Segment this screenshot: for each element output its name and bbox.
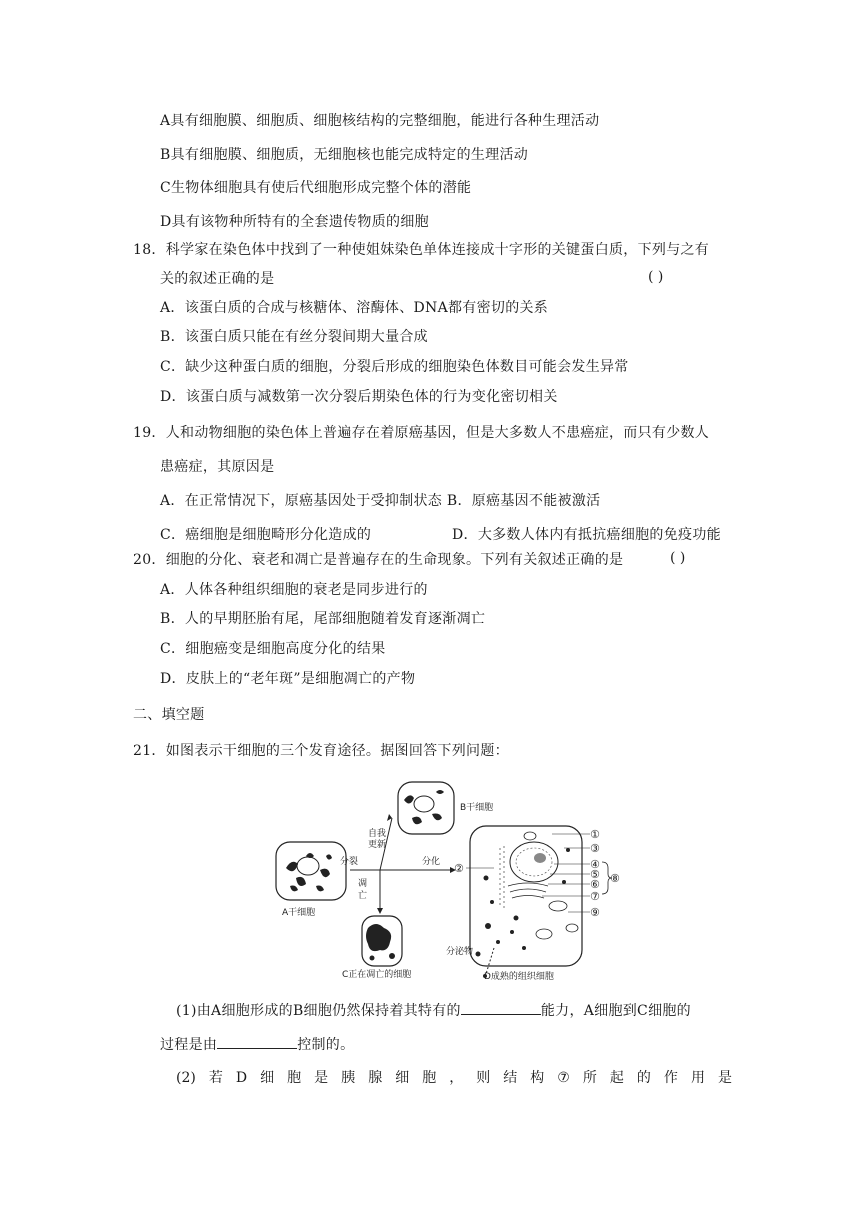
q18-option-d: D．该蛋白质与减数第一次分裂后期染色体的行为变化密切相关 — [160, 389, 558, 405]
q21-sub2-token: D — [235, 1070, 248, 1086]
q21-sub1-text-a: (1)由A细胞形成的B细胞仍然保持着其特有的 — [176, 1003, 461, 1019]
q19-options-ab: A．在正常情况下，原癌基因处于受抑制状态 B．原癌基因不能被激活 — [160, 493, 601, 509]
q19-stem-line2: 患癌症，其原因是 — [160, 459, 275, 475]
q20-stem: 20．细胞的分化、衰老和凋亡是普遍存在的生命现象。下列有关叙述正确的是 — [133, 552, 624, 568]
marker-3: ③ — [590, 842, 600, 855]
q21-sub1-text-c: 过程是由 — [160, 1037, 218, 1053]
marker-2: ② — [454, 862, 464, 875]
label-differentiate: 分化 — [422, 857, 441, 867]
cell-c — [362, 916, 402, 966]
marker-5: ⑤ — [590, 868, 600, 881]
stem-cell-diagram — [272, 778, 622, 988]
marker-9: ⑨ — [590, 906, 600, 919]
cell-a — [276, 842, 346, 900]
label-apoptosis-2: 亡 — [358, 891, 368, 901]
q17-option-a: A具有细胞膜、细胞质、细胞核结构的完整细胞，能进行各种生理活动 — [160, 113, 600, 129]
q21-sub2-token: (2) — [176, 1070, 196, 1086]
leader-lines — [466, 834, 590, 912]
label-self-renew-1: 自我 — [368, 829, 387, 839]
q19-option-d: D．大多数人体内有抵抗癌细胞的免疫功能 — [452, 527, 721, 543]
marker-7: ⑦ — [590, 890, 600, 903]
label-secretion: 分泌物 — [446, 947, 474, 957]
q17-option-d: D具有该物种所特有的全套遗传物质的细胞 — [160, 214, 429, 230]
q21-sub1-line1 — [176, 1000, 691, 1021]
q21-stem: 21．如图表示干细胞的三个发育途径。据图回答下列问题： — [133, 743, 509, 759]
q21-sub2-token: 胰 — [341, 1070, 356, 1086]
q18-stem-line1: 18．科学家在染色体中找到了一种使姐妹染色单体连接成十字形的关键蛋白质，下列与之有 — [133, 242, 710, 258]
label-self-renew-2: 更新 — [368, 840, 387, 850]
q20-option-a: A．人体各种组织细胞的衰老是同步进行的 — [160, 582, 428, 598]
q18-option-b: B．该蛋白质只能在有丝分裂间期大量合成 — [160, 329, 428, 345]
q20-option-b: B．人的早期胚胎有尾，尾部细胞随着发育逐渐凋亡 — [160, 611, 486, 627]
q21-sub2-token: 胞 — [287, 1070, 302, 1086]
q18-option-c: C．缺少这种蛋白质的细胞，分裂后形成的细胞染色体数目可能会发生异常 — [160, 359, 629, 375]
q21-sub2-token: 用 — [690, 1070, 705, 1086]
label-a-stem-cell: A干细胞 — [282, 908, 316, 918]
q18-option-a: A．该蛋白质的合成与核糖体、溶酶体、DNA都有密切的关系 — [160, 300, 549, 316]
label-d-mature-cell: D成熟的组织细胞 — [484, 972, 554, 982]
cell-b — [398, 782, 454, 834]
q21-sub2-token: 是 — [314, 1070, 329, 1086]
q21-sub2-token: 的 — [636, 1070, 651, 1086]
q21-sub2-token: 构 — [530, 1070, 545, 1086]
label-apoptosis-1: 凋 — [358, 879, 368, 889]
q20-answer-paren: ( ) — [670, 550, 686, 566]
q19-stem-line1: 19．人和动物细胞的染色体上普遍存在着原癌基因，但是大多数人不患癌症，而只有少数人 — [133, 425, 710, 441]
marker-8: ⑧ — [610, 872, 620, 885]
q21-sub2-token: 是 — [717, 1070, 732, 1086]
q21-sub2-token: 腺 — [368, 1070, 383, 1086]
q21-sub2-token: ， — [449, 1070, 464, 1086]
q21-sub2-token: 胞 — [422, 1070, 437, 1086]
q21-sub2-token: 若 — [208, 1070, 223, 1086]
q21-sub2-line — [176, 1068, 732, 1088]
label-divide: 分裂 — [340, 857, 359, 867]
q18-answer-paren: ( ) — [648, 269, 664, 285]
q18-stem-line2: 关的叙述正确的是 — [160, 271, 275, 287]
marker-6: ⑥ — [590, 878, 600, 891]
q21-sub2-token: 细 — [260, 1070, 275, 1086]
q21-sub2-token: 所 — [582, 1070, 597, 1086]
marker-1: ① — [590, 828, 600, 841]
answer-blank-1[interactable] — [461, 1000, 541, 1015]
section-heading: 二、填空题 — [133, 707, 205, 723]
q21-sub2-token: 作 — [663, 1070, 678, 1086]
label-b-stem-cell: B干细胞 — [460, 803, 494, 813]
cell-d — [470, 826, 582, 978]
q21-sub1-text-d: 控制的。 — [297, 1037, 355, 1053]
q21-sub1-text-b: 能力，A细胞到C细胞的 — [540, 1003, 691, 1019]
answer-blank-2[interactable] — [217, 1034, 297, 1049]
q21-sub2-token: 起 — [609, 1070, 624, 1086]
marker-4: ④ — [590, 858, 600, 871]
q21-sub2-token: 则 — [476, 1070, 491, 1086]
label-c-apoptotic-cell: C正在凋亡的细胞 — [342, 970, 412, 980]
q21-sub2-token: 细 — [395, 1070, 410, 1086]
q17-option-b: B具有细胞膜、细胞质，无细胞核也能完成特定的生理活动 — [160, 147, 529, 163]
q21-sub2-token: ⑦ — [557, 1070, 570, 1086]
q20-option-d: D．皮肤上的“老年斑”是细胞凋亡的产物 — [160, 671, 416, 687]
q19-option-c: C．癌细胞是细胞畸形分化造成的 — [160, 527, 372, 543]
q20-option-c: C．细胞癌变是细胞高度分化的结果 — [160, 641, 386, 657]
q21-sub1-line2 — [160, 1034, 354, 1055]
q21-sub2-token: 结 — [503, 1070, 518, 1086]
q17-option-c: C生物体细胞具有使后代细胞形成完整个体的潜能 — [160, 180, 472, 196]
